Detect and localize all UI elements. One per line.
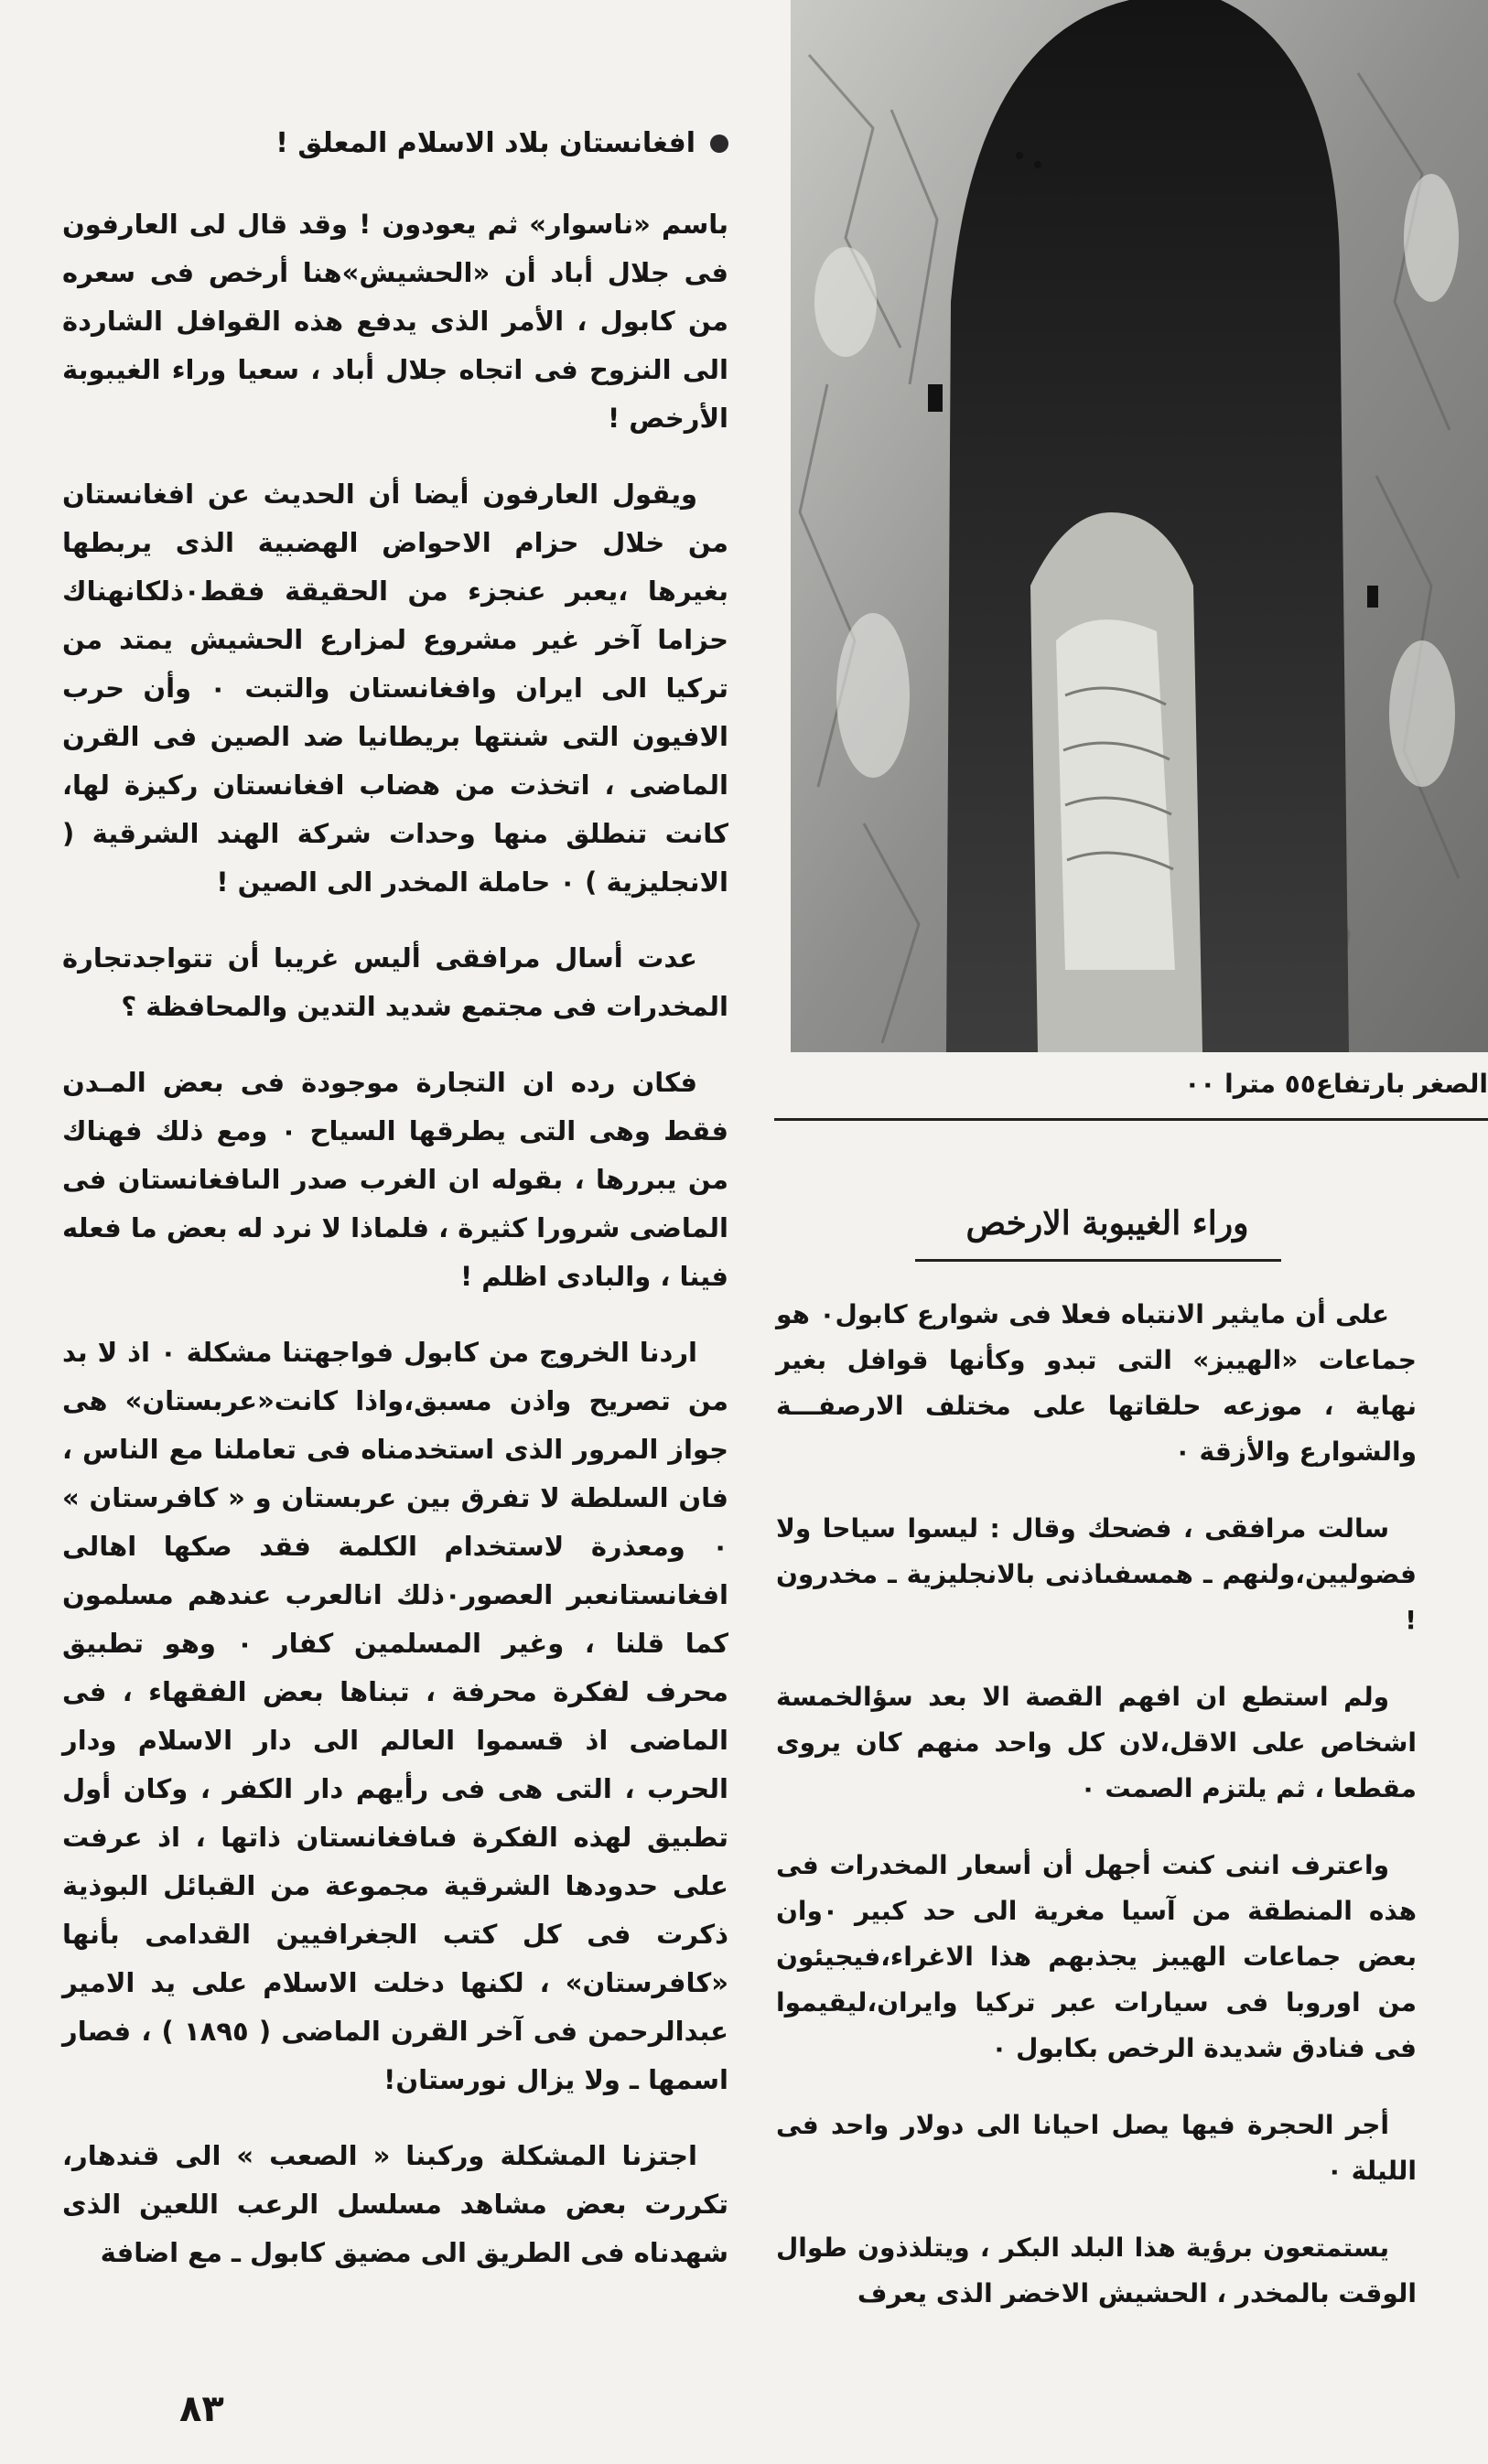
right-paragraph-1: على أن مايثير الانتباه فعلا فى شوارع كابول٠ هو جماعات «الهيبز» التى تبدو وكأنها قوافل بغير نهاية ، موزعه حلقاتها على مختلف الارصفـــة والشوارع والأزقة ٠: [776, 1299, 1417, 1467]
right-paragraph-4: واعترف اننى كنت أجهل أن أسعار المخدرات فى هذه المنطقة من آسيا مغرية الى حد كبير ٠وان بعض جماعات الهيبز يجذبهم هذا الاغراء،فيجيئون من اوروبا فى سيارات عبر تركيا وايران،ليقيموا فى فنادق شديدة الرخص بكابول ٠: [776, 1850, 1417, 2063]
title-underline: [915, 1259, 1281, 1262]
right-column: [776, 1292, 1417, 2348]
right-paragraph-5: أجر الحجرة فيها يصل احيانا الى دولار واحد فى الليلة ٠: [776, 2110, 1417, 2186]
caption-divider: [774, 1118, 1488, 1121]
left-paragraph-1: باسم «ناسوار» ثم يعودون ! وقد قال لى العارفون فى جلال أباد أن «الحشيش»هنا أرخص فى سعره من كابول ، الأمر الذى يدفع هذه القوافل الشاردة الى النزوح فى اتجاه جلال أباد ، سعيا وراء الغيبوبة الأرخص !: [62, 209, 728, 434]
photo-caption: الصغر بارتفاع٥٥ مترا ٠٠: [1184, 1069, 1488, 1099]
left-paragraph-6: اجتزنا المشكلة وركبنا « الصعب » الى قندهار، تكررت بعض مشاهد مسلسل الرعب اللعين الذى شهدناه فى الطريق الى مضيق كابول ـ مع اضافة: [62, 2140, 728, 2268]
left-column: [62, 119, 728, 2305]
article-title: وراء الغيبوبة الارخص: [965, 1204, 1249, 1243]
section-heading: [62, 119, 728, 167]
left-paragraph-2: ويقول العارفون أيضا أن الحديث عن افغانستان من خلال حزام الاحواض الهضبية الذى يربطها بغيرها ،يعبر عنجزء من الحقيقة فقط٠ذلكانهناك حزاما آخر غير مشروع لمزارع الحشيش يمتد من تركيا الى ايران وافغانستان والتبت ٠ وأن حرب الافيون التى شنتها بريطانيا ضد الصين فى القرن الماضى ، اتخذت من هضاب افغانستان ركيزة لها، كانت تنطلق منها وحدات شركة الهند الشرقية ( الانجليزية ) ٠ حاملة المخدر الى الصين !: [62, 479, 728, 898]
photo-illustration: [791, 0, 1488, 1052]
bullet-icon: [710, 134, 728, 153]
left-paragraph-5: اردنا الخروج من كابول فواجهتنا مشكلة ٠ اذ لا بد من تصريح واذن مسبق،واذا كانت«عربستان» هى جواز المرور الذى استخدمناه فى تعاملنا مع الناس ، فان السلطة لا تفرق بين عربستان و « كافرستان » ٠ ومعذرة لاستخدام الكلمة فقد صكها اهالى افغانستانعبر العصور٠ذلك انالعرب عندهم مسلمون كما قلنا ، وغير المسلمين كفار ٠ وهو تطبيق محرف لفكرة محرفة ، تبناها بعض الفقهاء ، فى الماضى اذ قسموا العالم الى دار الاسلام ودار الحرب ، التى هى فى رأيهم دار الكفر ، وكان أول تطبيق لهذه الفكرة فىافغانستان ذاتها ، اذ عرفت على حدودها الشرقية مجموعة من القبائل البوذية ذكرت فى كل كتب الجغرافيين القدامى بأنها «كافرستان» ، لكنها دخلت الاسلام على يد الامير عبدالرحمن فى آخر القرن الماضى ( ١٨٩٥ ) ، فصار اسمها ـ ولا يزال نورستان!: [62, 1337, 728, 2095]
right-paragraph-3: ولم استطع ان افهم القصة الا بعد سؤالخمسة اشخاص على الاقل،لان كل واحد منهم كان يروى مقطعا ، ثم يلتزم الصمت ٠: [776, 1682, 1417, 1803]
page-number: ٨٣: [179, 2388, 224, 2430]
right-paragraph-6: يستمتعون برؤية هذا البلد البكر ، ويتلذذون طوال الوقت بالمخدر ، الحشيش الاخضر الذى يعرف: [776, 2233, 1417, 2308]
right-paragraph-2: سالت مرافقى ، فضحك وقال : ليسوا سياحا ولا فضوليين،ولنهم ـ همسفىاذنى بالانجليزية ـ مخدرون !: [776, 1513, 1417, 1635]
left-paragraph-4: فكان رده ان التجارة موجودة فى بعض المـدن فقط وهى التى يطرقها السياح ٠ ومع ذلك فهناك من يبررها ، بقوله ان الغرب صدر الىافغانستان فى الماضى شرورا كثيرة ، فلماذا لا نرد له بعض ما فعله فينا ، والبادى اظلم !: [62, 1067, 728, 1292]
left-paragraph-3: عدت أسال مرافقى أليس غريبا أن تتواجدتجارة المخدرات فى مجتمع شديد التدين والمحافظة ؟: [62, 942, 728, 1022]
section-heading-text: افغانستان بلاد الاسلام المعلق !: [275, 127, 695, 159]
buddha-cliff-photo: [791, 0, 1488, 1052]
